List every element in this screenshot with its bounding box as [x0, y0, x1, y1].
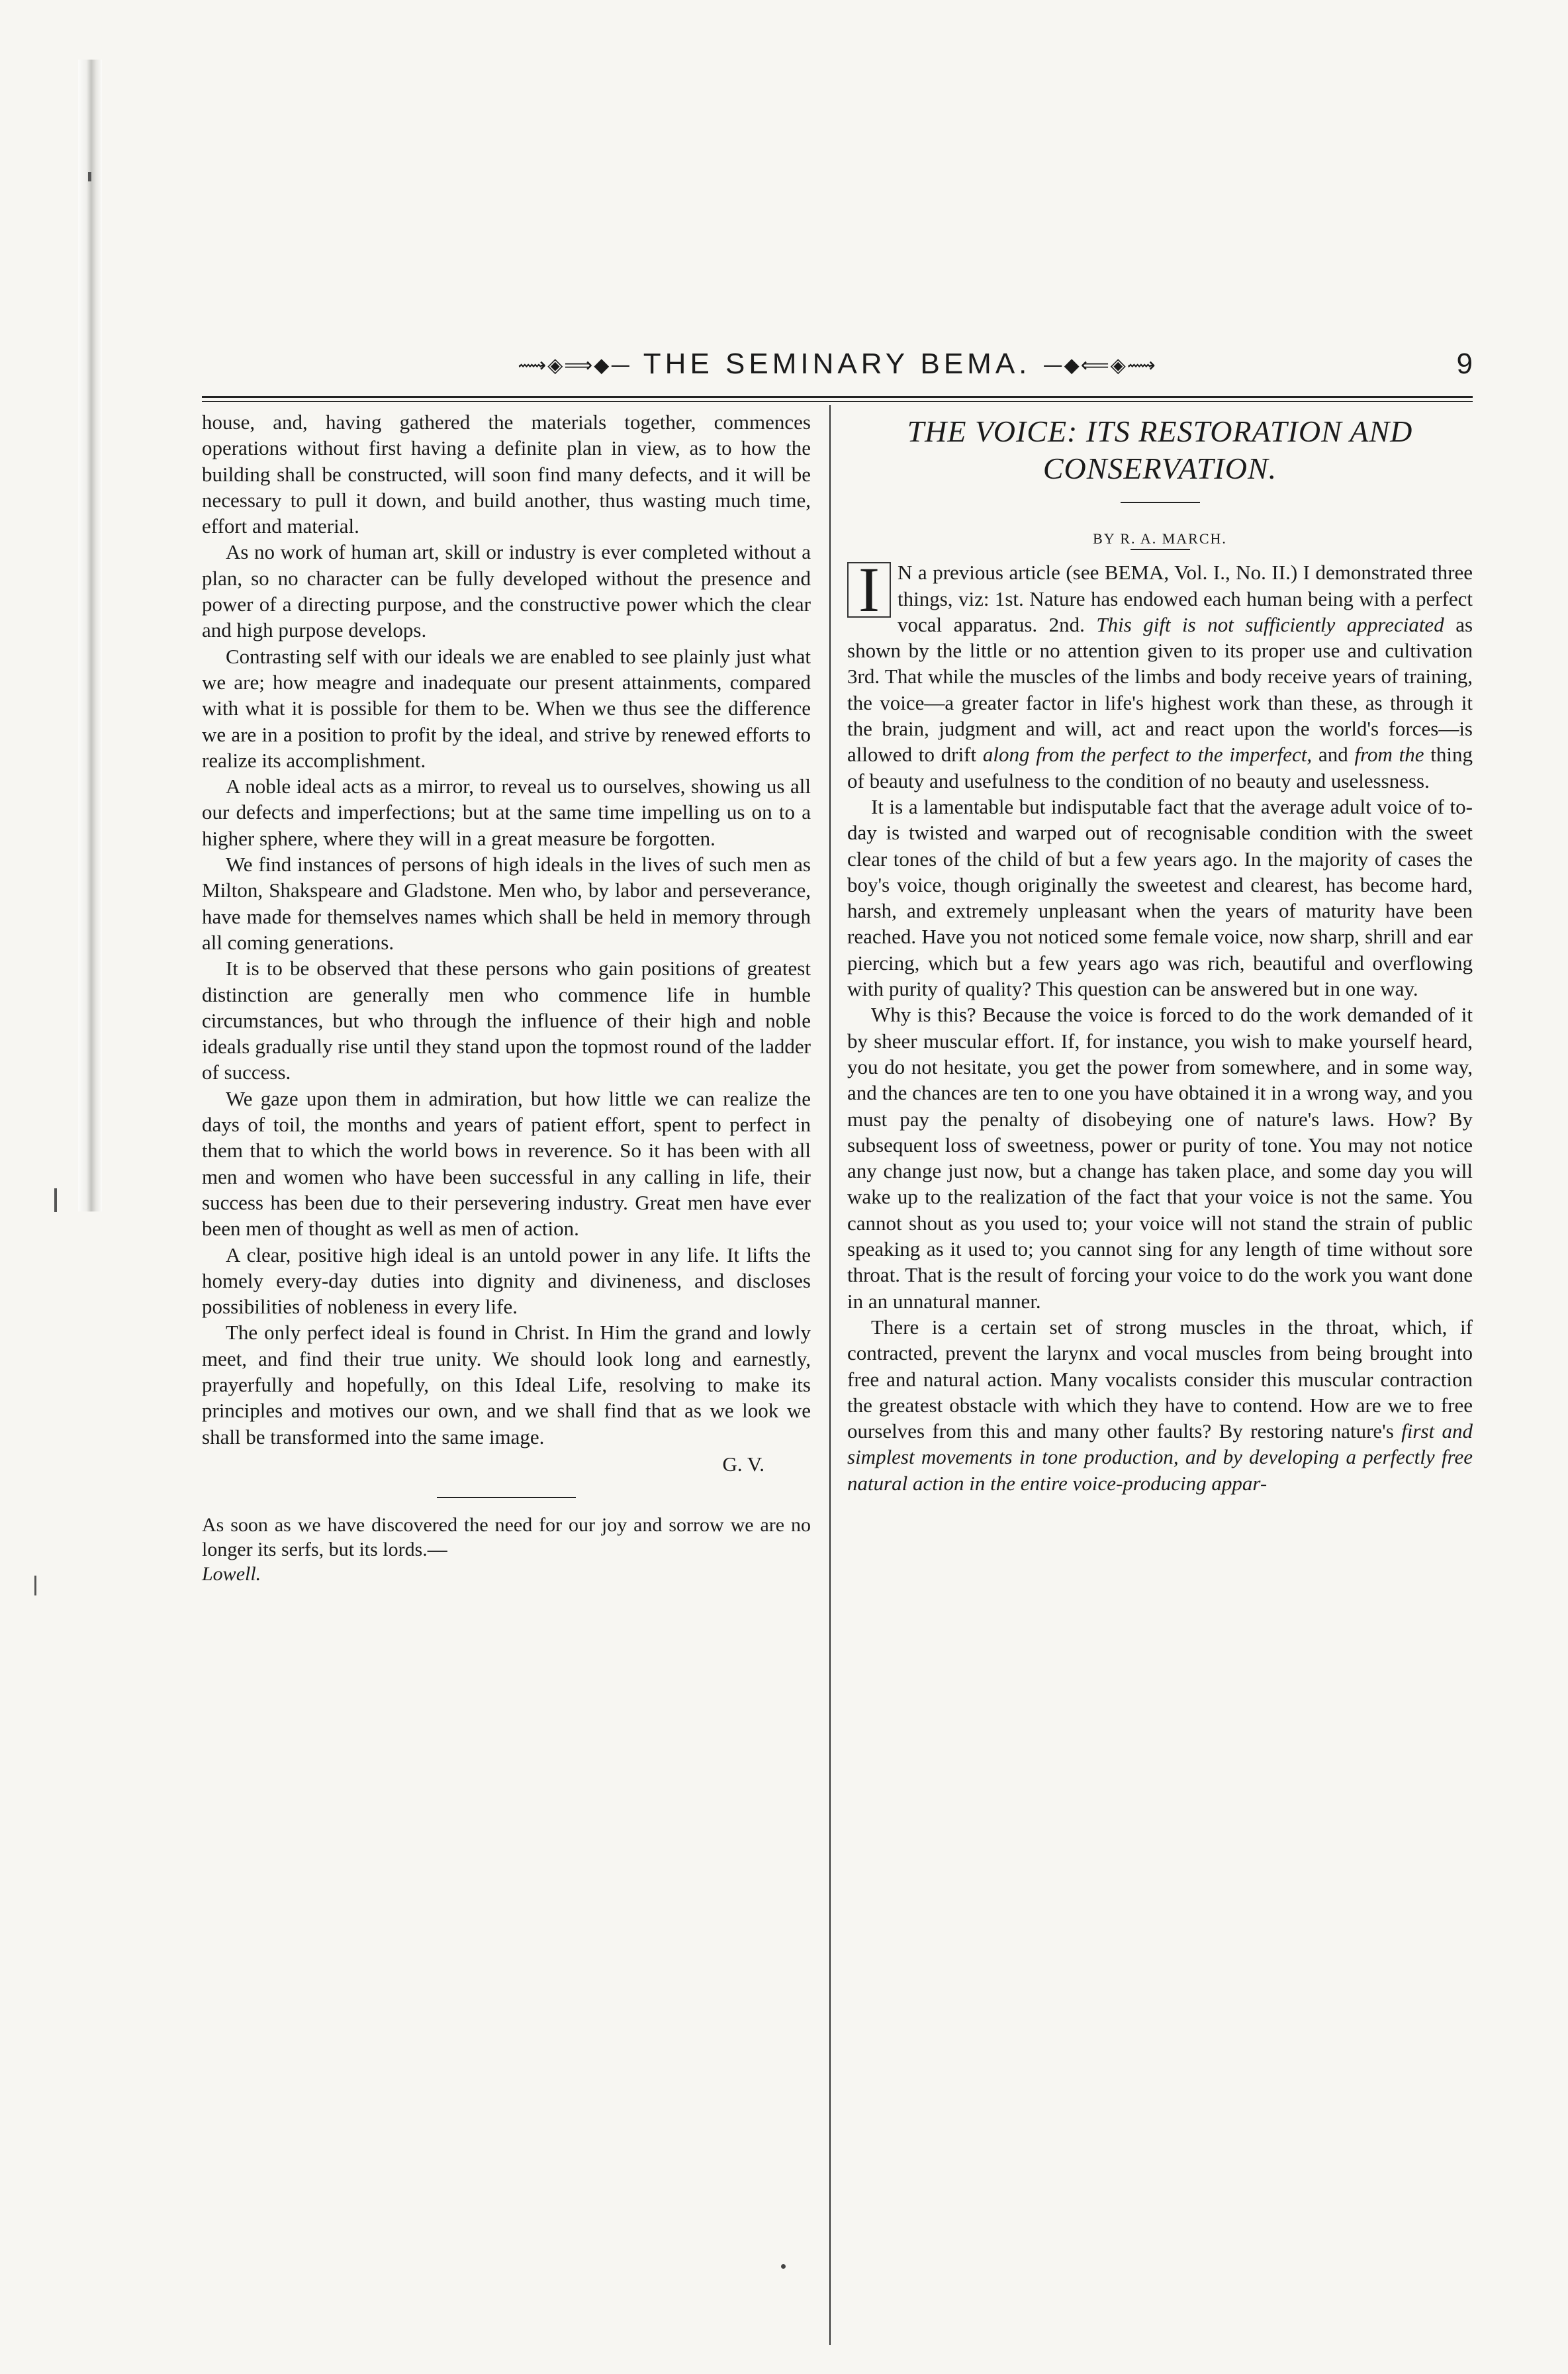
column-divider: [829, 405, 831, 2345]
left-column: [202, 409, 811, 1586]
binding-mark: [54, 1188, 57, 1212]
paragraph: A clear, positive high ideal is an untold power in any life. It lifts the homely every-day duties into dignity and divineness, and discloses possibilities of nobleness in every life.: [202, 1243, 811, 1319]
journal-title: THE SEMINARY BEMA.: [643, 348, 1031, 380]
quotation-author: Lowell.: [202, 1563, 261, 1586]
article-title: [847, 413, 1473, 487]
header-rule-thin: [202, 401, 1473, 402]
ornament-right-icon: —◆⟸◈⟿: [1042, 354, 1157, 377]
paragraph: Contrasting self with our ideals we are enabled to see plainly just what we are; how meagre and inadequate our present attainments, compared with what it is possible for them to be. When we thus see the difference we are in a position to profit by the ideal, and strive by renewed efforts to realize its accomplishment.: [202, 644, 811, 772]
paragraph: Why is this? Because the voice is forced to do the work demanded of it by sheer muscular effort. If, for instance, you wish to make yourself heard, you do not hesitate, you get the power from somewhere, and in some way, and the chances are ten to one you have obtained it in a wrong way, and you must pay the penalty of disobeying one of nature's laws. How? By subsequent loss of sweetness, power or purity of tone. You may not notice any change just now, but a change has taken place, and some day you will wake up to the realization of the fact that your voice is not the same. You cannot shout as you used to; your voice will not stand the strain of public speaking as it used to; you cannot sing for any length of time without sore throat. That is the result of forcing your voice to do the work you want done in an unnatural manner.: [847, 1003, 1473, 1313]
paragraph: house, and, having gathered the materials together, commences operations without first having a definite plan in view, as to how the building shall be constructed, will soon find many defects, and it will be necessary to pull it down, and build another, thus wasting much time, effort and material.: [202, 410, 811, 538]
drop-cap: I: [847, 562, 891, 618]
paragraph: As no work of human art, skill or industry is ever completed without a plan, so no character can be fully developed without the presence and power of a directing purpose, and the constructive power which the clear and high purpose develops.: [202, 540, 811, 642]
running-head: [202, 346, 1473, 396]
paragraph: It is to be observed that these persons who gain positions of greatest distinction are generally men who commence life in humble circumstances, but who through the influence of their high and noble ideals gradually rise until they stand upon the topmost round of the ladder of success.: [202, 957, 811, 1084]
quotation: [202, 1513, 811, 1586]
paragraph: A noble ideal acts as a mirror, to reveal us to ourselves, showing us all our defects and imperfections; but at the same time impelling us on to a higher sphere, where they will in a great measure be forgotten.: [202, 775, 811, 850]
article-title-line-2: CONSERVATION.: [1042, 451, 1277, 485]
binding-mark: [88, 172, 91, 181]
author-initials: G. V.: [722, 1452, 764, 1476]
page-number: 9: [1456, 348, 1473, 380]
section-rule: [437, 1497, 576, 1498]
paragraph: We gaze upon them in admiration, but how little we can realize the days of toil, the months and years of patient effort, spent to perfect in them that to which the world bows in reverence. So it has been with all men and women who have been successful in any calling in life, their success has been due to their persevering industry. Great men have ever been men of thought as well as men of action.: [202, 1086, 811, 1241]
ink-speck: [781, 2264, 786, 2269]
paragraph: We find instances of persons of high ideals in the lives of such men as Milton, Shakspeare and Gladstone. Men who, by labor and perseverance, have made for themselves names which shall be held in memory through all coming generations.: [202, 853, 811, 954]
binding-mark: [34, 1576, 36, 1595]
page-binding-shadow: [78, 60, 102, 1211]
paragraph: It is a lamentable but indisputable fact that the average adult voice of to-day is twisted and warped out of recognisable condition with the sweet clear tones of the child of but a few years ago. In the majority of cases the boy's voice, though originally the sweetest and clearest, has become hard, harsh, and extremely unpleasant when the years of maturity have been reached. Have you not noticed some female voice, now sharp, shrill and ear piercing, which but a few years ago was rich, beautiful and overflowing with purity of quality? This question can be answered but in one way.: [847, 794, 1473, 1001]
paragraph: The only perfect ideal is found in Christ. In Him the grand and lowly meet, and find their true unity. We should look long and earnestly, prayerfully and hopefully, on this Ideal Life, resolving to make its principles and motives our own, and we shall find that as we look we shall be transformed into the same image.: [202, 1321, 811, 1448]
byline: BY R. A. MARCH.: [1093, 530, 1227, 547]
ornament-left-icon: ⟿◈⟹◆—: [518, 354, 632, 377]
quotation-text: As soon as we have discovered the need for our joy and sorrow we are no longer its serfs, but its lords.—: [202, 1514, 811, 1561]
intro-paragraph: I N a previous article (see BEMA, Vol. I., No. II.) I demonstrated three things, viz: 1st. Nature has endowed each human being with a perfect vocal apparatus. 2nd. This gift is not sufficiently appreciated as shown by the little or no attention given to its proper use and cultivation 3rd. That while the muscles of the limbs and body receive years of training, the voice—a greater factor in life's highest work than these, as through it the brain, judgment and will, act and react upon the world's forces—is allowed to drift along from the perfect to the imperfect, and from the thing of beauty and usefulness to the condition of no beauty and uselessness.: [847, 554, 1473, 792]
article-title-line-1: THE VOICE: ITS RESTORATION AND: [907, 414, 1413, 448]
title-rule: [1121, 502, 1200, 503]
paragraph: There is a certain set of strong muscles in the throat, which, if contracted, prevent the larynx and vocal muscles from being brought into free and natural action. Many vocalists consider this muscular contraction the greatest obstacle with which they have to contend. How are we to free ourselves from this and many other faults? By restoring nature's first and simplest movements in tone production, and by developing a perfectly free natural action in the entire voice-producing appar-: [847, 1315, 1473, 1495]
running-head-title: [202, 346, 1473, 384]
header-rule-thick: [202, 396, 1473, 398]
right-column: [847, 409, 1473, 1496]
